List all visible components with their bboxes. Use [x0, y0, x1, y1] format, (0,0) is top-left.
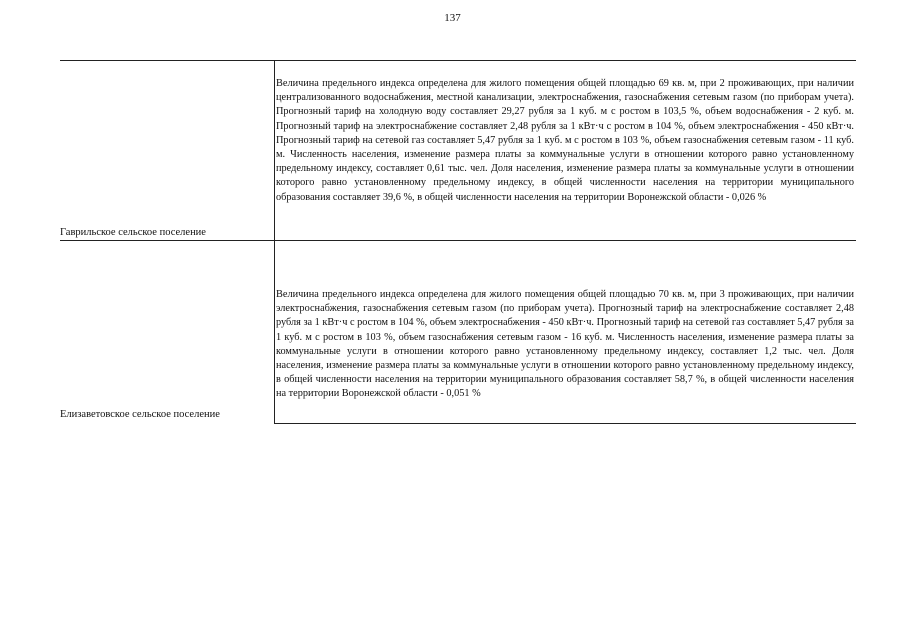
index-description: Величина предельного индекса определена для жилого помещения общей площадью 69 кв. м, при 2 проживающих, при наличии централизованного водоснабжения, местной канализации, электроснабжения, газоснабжения сетевым газом (по приборам учета). Прогнозный тариф на холодную воду составляет 29,27 рубля за 1 куб. м с ростом в 103,5 %, объем водоснабжения - 2 куб. м. Прогнозный тариф на электроснабжение составляет 2,48 рубля за 1 кВт·ч с ростом в 104 %, объем электроснабжения - 450 кВт·ч. Прогнозный тариф на сетевой газ составляет 5,47 рубля за 1 куб. м с ростом в 103 %, объем газоснабжения сетевым газом - 11 куб. м. Численность населения, изменение размера платы за коммунальные услуги в отношении которого равно установленному предельному индексу, составляет 0,61 тыс. чел. Доля населения, изменение размера платы за коммунальные услуги в отношении которого равно установленному предельному индексу, в общей численности населения на территории муниципального образования составляет 39,6 %, в общей численности населения на территории Воронежской области - 0,026 % — [276, 78, 854, 203]
settlement-name: Елизаветовское сельское поселение — [60, 409, 220, 420]
index-description: Величина предельного индекса определена для жилого помещения общей площадью 70 кв. м, при 3 проживающих, при наличии электроснабжения, газоснабжения сетевым газом (по приборам учета). Прогнозный тариф на электроснабжение составляет 2,48 рубля за 1 кВт·ч с ростом в 104 %, объем электроснабжения - 450 кВт·ч. Прогнозный тариф на сетевой газ составляет 5,47 рубля за 1 куб. м с ростом в 103 %, объем газоснабжения сетевым газом - 16 куб. м. Численность населения, изменение размера платы за коммунальные услуги в отношении которого равно установленному предельному индексу, составляет 1,2 тыс. чел. Доля населения, изменение размера платы за коммунальные услуги в отношении которого равно установленному предельному индексу, в общей численности населения на территории муниципального образования составляет 58,7 %, в общей численности населения на территории Воронежской области - 0,051 % — [276, 289, 854, 400]
table-bottom-border — [274, 423, 856, 424]
table-top-border — [60, 60, 856, 61]
settlement-name: Гаврильское сельское поселение — [60, 227, 206, 238]
column-divider — [274, 60, 275, 423]
page-number: 137 — [444, 12, 461, 24]
row-divider — [60, 240, 856, 241]
